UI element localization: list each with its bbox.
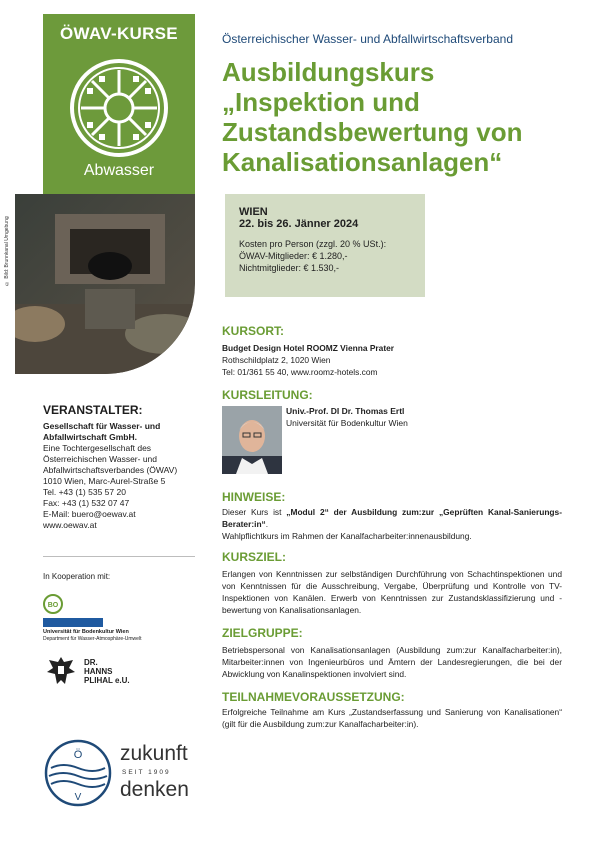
venue-address: Rothschildplatz 2, 1020 Wien (222, 355, 331, 365)
organizer-email[interactable]: E-Mail: buero@oewav.at (43, 509, 136, 519)
slogan-word-1: zukunft (120, 742, 188, 765)
divider (43, 556, 195, 557)
organizer-website[interactable]: www.oewav.at (43, 520, 97, 530)
eagle-emblem-icon (45, 654, 77, 688)
instructor-portrait (222, 406, 282, 474)
organizer-heading: VERANSTALTER: (43, 403, 143, 417)
organizer-address: 1010 Wien, Marc-Aurel-Straße 5 (43, 476, 166, 486)
audience-text: Betriebspersonal von Kanalisationsanlagen (Ausbildung zum:zur Kanalfacharbeiter:in), Mitarbeiter:innen von Ingenieurbüros und Ämtern der Landesregierungen, die bei der Abwicklung von Kanalinspektionen involviert sind. (222, 645, 562, 679)
boku-logo-icon (43, 594, 63, 614)
svg-text:BO: BO (47, 602, 59, 609)
venue-block (222, 342, 562, 378)
banner-subtitle: Abwasser (83, 162, 155, 179)
notes-text-2: Wahlpflichtkurs im Rahmen der Kanalfacharbeiter:innenausbildung. (222, 531, 472, 541)
venue-contact[interactable]: Tel: 01/361 55 40, www.roomz-hotels.com (222, 367, 378, 377)
title-line: Ausbildungskurs (222, 57, 435, 87)
lead-heading: KURSLEITUNG: (222, 388, 313, 402)
plihal-line: HANNS (84, 667, 113, 676)
plihal-line: PLIHAL e.U. (84, 676, 130, 685)
organizer-name-line: Abfallwirtschaft GmbH. (43, 432, 137, 442)
instructor-affiliation: Universität für Bodenkultur Wien (286, 418, 408, 428)
event-date: 22. bis 26. Jänner 2024 (239, 218, 359, 230)
organizer-line: Eine Tochtergesellschaft des (43, 443, 152, 453)
event-city: WIEN (239, 206, 268, 218)
boku-name: Universität für Bodenkultur Wien (43, 629, 129, 635)
instructor-name: Univ.-Prof. DI Dr. Thomas Ertl (286, 406, 405, 416)
organizer-name-line: Gesellschaft für Wasser- und (43, 421, 161, 431)
nonmember-price: Nichtmitglieder: € 1.530,- (239, 263, 340, 273)
goal-heading: KURSZIEL: (222, 550, 286, 564)
notes-text-post: . (265, 519, 269, 529)
organizer-line: Österreichischen Wasser- und (43, 454, 158, 464)
course-title (222, 57, 592, 177)
venue-heading: KURSORT: (222, 324, 284, 338)
svg-text:V: V (74, 792, 82, 803)
notes-text-pre: Dieser Kurs ist (222, 507, 287, 517)
notes-heading: HINWEISE: (222, 490, 286, 504)
course-banner (43, 14, 195, 194)
photo-credit: © Bild: Brunnkanal Umgebung (4, 216, 10, 286)
svg-text:Ö: Ö (73, 749, 83, 761)
title-line: „Inspektion und (222, 87, 420, 117)
cost-label: Kosten pro Person (zzgl. 20 % USt.): (239, 239, 387, 249)
venue-name: Budget Design Hotel ROOMZ Vienna Prater (222, 343, 395, 353)
goal-text: Erlangen von Kenntnissen zur selbständigen Durchführung von Schachtinspektionen und von Kenntnissen für die Ausschreibung, Vergabe, Überprüfung und Kontrolle von TV-Inspektionen von Kanälen. Erwerb von Kenntnissen zur Zustandsklassifizierung und -bewertung von Kanalisationsanlagen. (222, 569, 562, 615)
plihal-logo-text (84, 658, 130, 685)
prerequisite-heading: TEILNAHMEVORAUSSETZUNG: (222, 690, 405, 704)
manhole-cover-icon (69, 58, 169, 158)
prerequisite-text: Erfolgreiche Teilnahme am Kurs „Zustandserfassung und Sanierung von Kanalisationen“ (gilt für die Ausbildung zum:zur Kanalfacharbeiter:in). (222, 707, 562, 729)
audience-heading: ZIELGRUPPE: (222, 626, 303, 640)
date-price-box (225, 194, 425, 297)
sewer-photo (15, 194, 195, 374)
plihal-line: DR. (84, 658, 98, 667)
notes-text (222, 506, 562, 542)
cooperation-label: In Kooperation mit: (43, 572, 111, 581)
organizer-fax: Fax: +43 (1) 532 07 47 (43, 498, 130, 508)
title-line: Kanalisationsanlagen“ (222, 147, 503, 177)
boku-color-bar (43, 618, 103, 627)
member-price: ÖWAV-Mitglieder: € 1.280,- (239, 251, 348, 261)
boku-department: Department für Wasser-Atmosphäre-Umwelt (43, 636, 142, 642)
organizer-line: Abfallwirtschaftsverbandes (ÖWAV) (43, 465, 178, 475)
slogan-word-2: denken (120, 778, 189, 801)
notes-text-module: „Modul 2“ der Ausbildung zum:zur „Geprüften Kanal-Sanierungs-Berater:in“ (222, 507, 562, 529)
organizer-block (43, 403, 198, 531)
organizer-phone: Tel. +43 (1) 535 57 20 (43, 487, 126, 497)
title-line: Zustandsbewertung von (222, 117, 523, 147)
oewav-logo-icon (43, 738, 113, 808)
slogan-since: SEIT 1909 (122, 769, 171, 776)
banner-title: ÖWAV-KURSE (60, 24, 178, 43)
association-name: Österreichischer Wasser- und Abfallwirtschaftsverband (222, 32, 513, 46)
